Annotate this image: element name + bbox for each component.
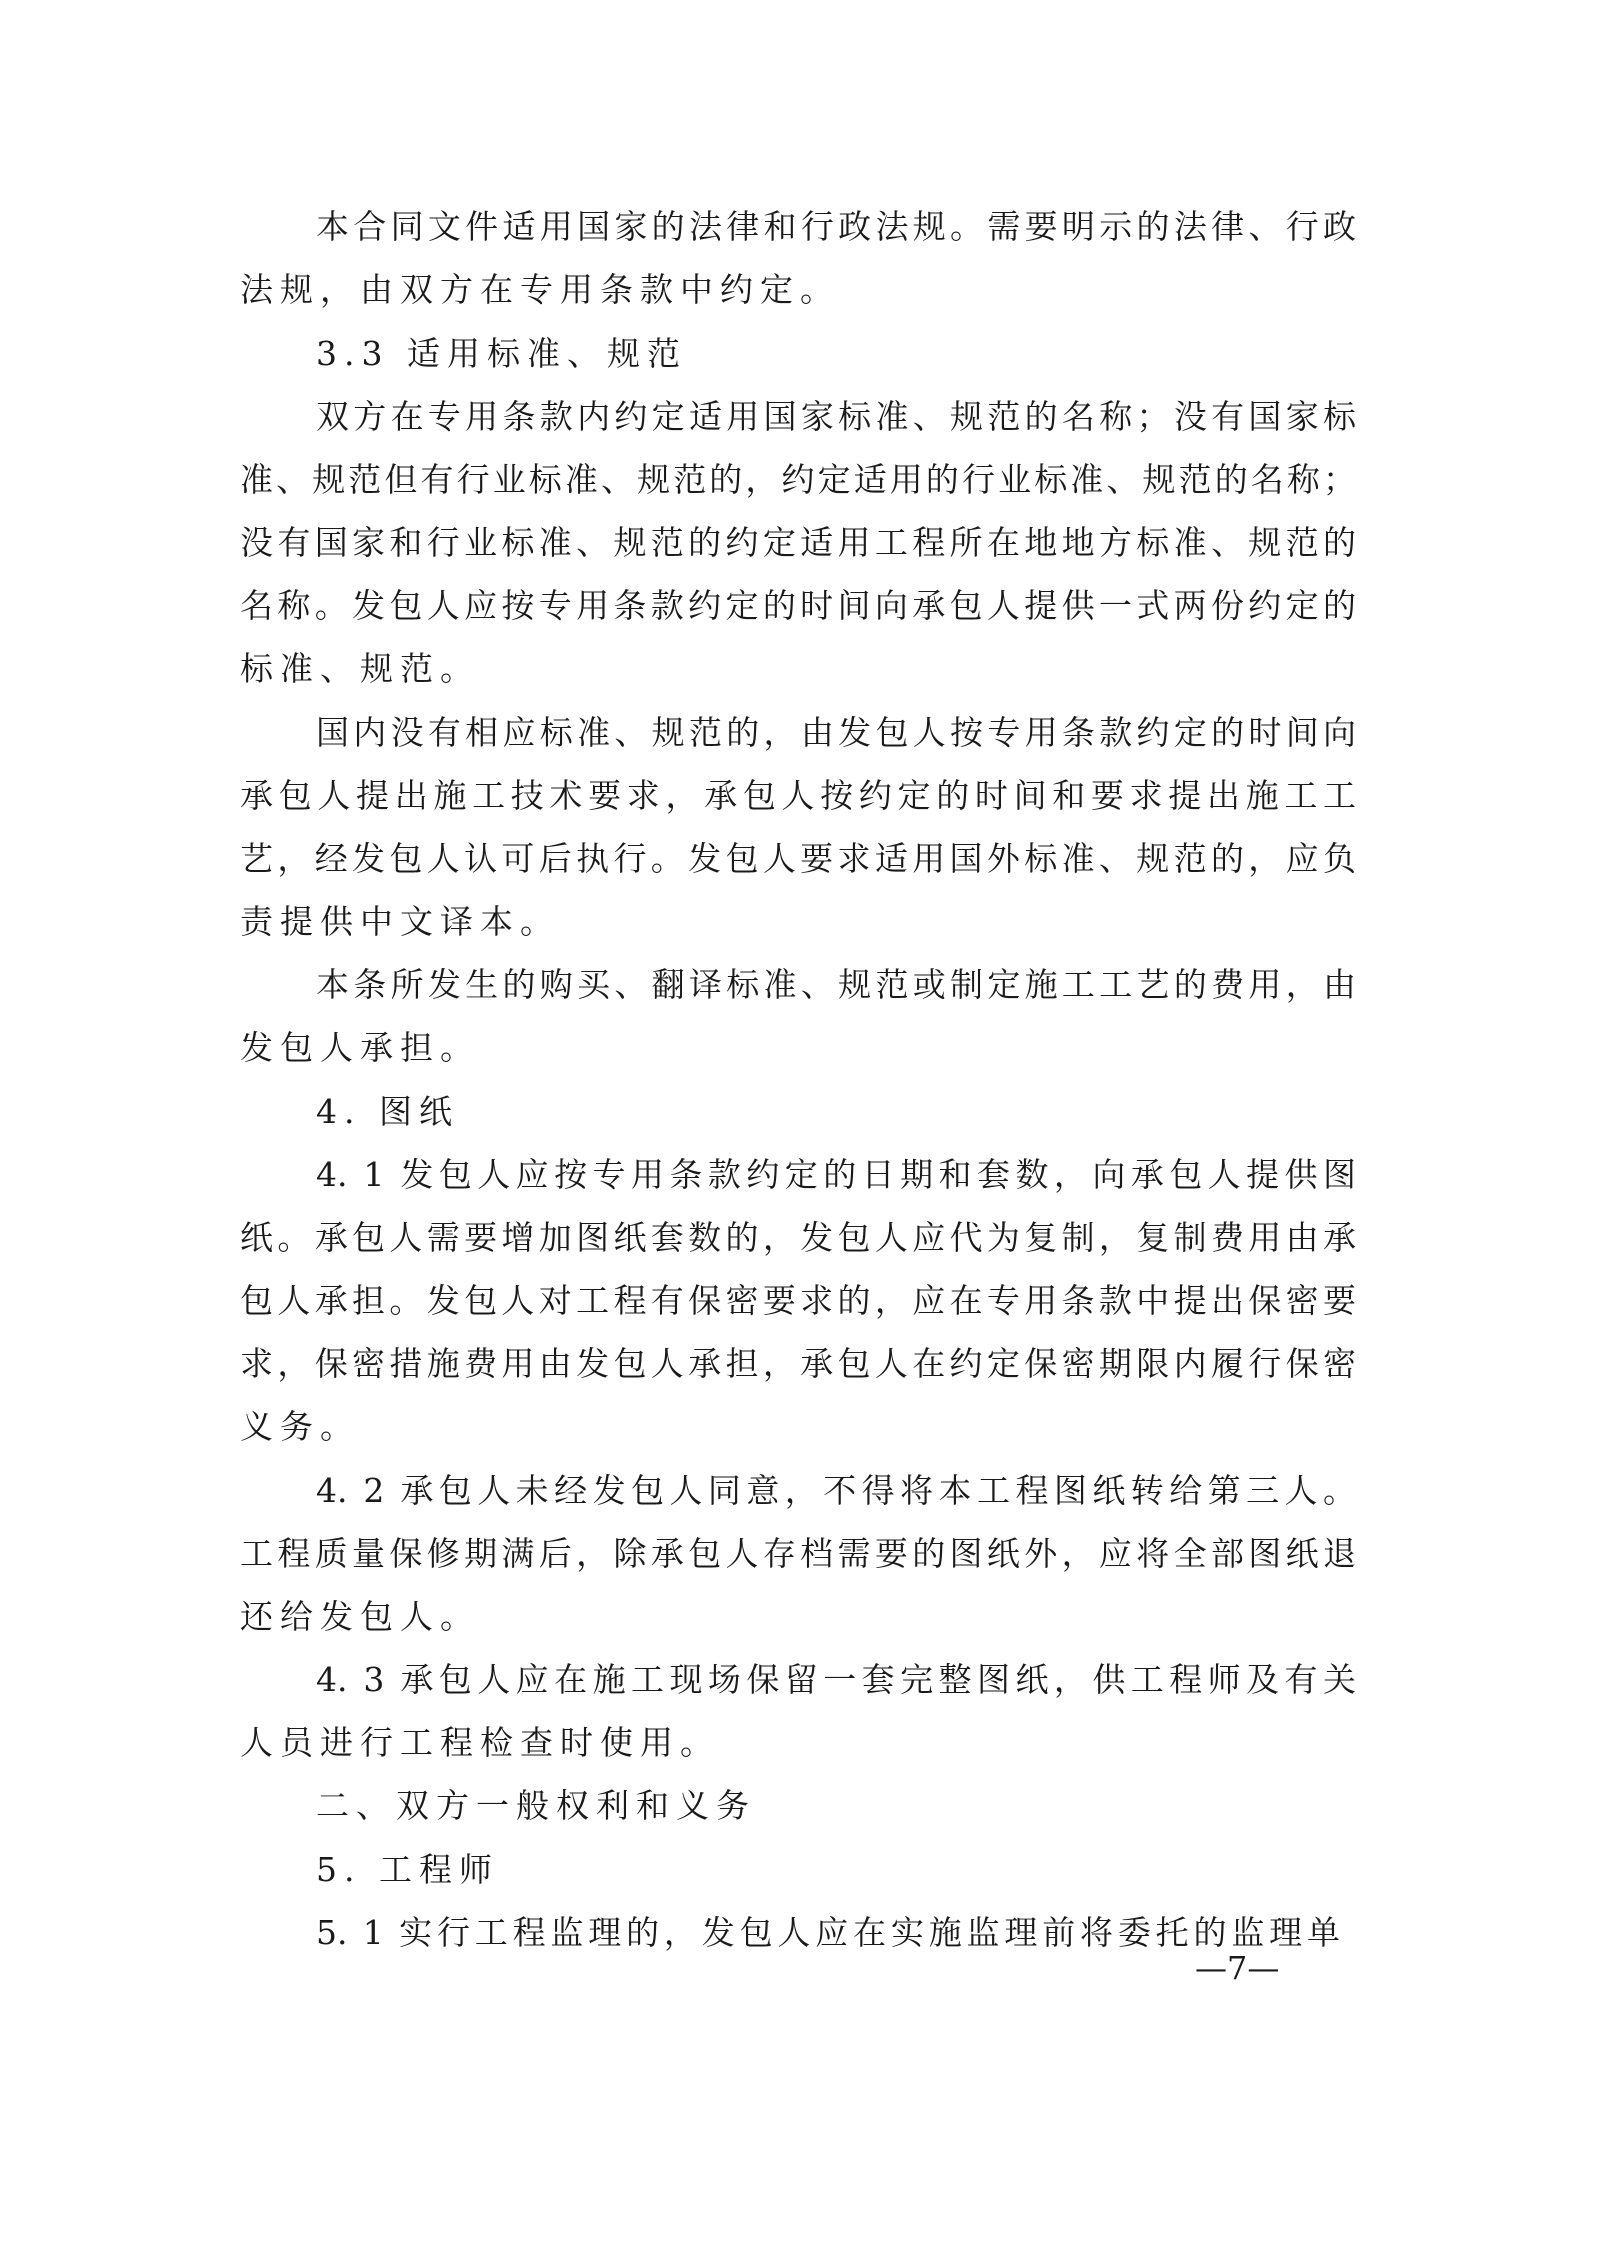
- text-line: 发包人承担。: [240, 1028, 480, 1067]
- section-heading: 5. 工程师: [316, 1850, 499, 1889]
- section-heading: 4. 图纸: [316, 1092, 459, 1131]
- text-line: 标准、规范。: [240, 649, 480, 688]
- text-line: 还给发包人。: [240, 1597, 480, 1636]
- text-line: 4. 3 承包人应在施工现场保留一套完整图纸，供工程师及有关: [316, 1660, 1356, 1699]
- text-line: 艺，经发包人认可后执行。发包人要求适用国外标准、规范的，应负: [240, 839, 1356, 878]
- section-heading: 3.3 适用标准、规范: [316, 334, 687, 373]
- text-line: 国内没有相应标准、规范的，由发包人按专用条款约定的时间向: [316, 713, 1356, 752]
- text-line: 工程质量保修期满后，除承包人存档需要的图纸外，应将全部图纸退: [240, 1534, 1356, 1573]
- text-line: 名称。发包人应按专用条款约定的时间向承包人提供一式两份约定的: [240, 586, 1356, 625]
- text-line: 4. 1 发包人应按专用条款约定的日期和套数，向承包人提供图: [316, 1155, 1356, 1194]
- text-line: 本条所发生的购买、翻译标准、规范或制定施工工艺的费用，由: [316, 965, 1356, 1004]
- text-line: 4. 2 承包人未经发包人同意，不得将本工程图纸转给第三人。: [316, 1471, 1356, 1510]
- text-line: 包人承担。发包人对工程有保密要求的，应在专用条款中提出保密要: [240, 1281, 1356, 1320]
- section-heading: 二、双方一般权利和义务: [316, 1786, 756, 1825]
- text-line: 准、规范但有行业标准、规范的，约定适用的行业标准、规范的名称；: [240, 460, 1356, 499]
- text-line: 人员进行工程检查时使用。: [240, 1723, 720, 1762]
- text-line: 承包人提出施工技术要求，承包人按约定的时间和要求提出施工工: [240, 776, 1356, 815]
- text-line: 5. 1 实行工程监理的，发包人应在实施监理前将委托的监理单: [316, 1913, 1340, 1952]
- text-line: 双方在专用条款内约定适用国家标准、规范的名称；没有国家标: [316, 397, 1356, 436]
- text-line: 纸。承包人需要增加图纸套数的，发包人应代为复制，复制费用由承: [240, 1218, 1356, 1257]
- text-line: 责提供中文译本。: [240, 902, 560, 941]
- text-line: 义务。: [240, 1407, 360, 1446]
- page-number: —7—: [1195, 1949, 1280, 1987]
- text-line: 求，保密措施费用由发包人承担，承包人在约定保密期限内履行保密: [240, 1344, 1356, 1383]
- text-line: 法规，由双方在专用条款中约定。: [240, 270, 840, 309]
- text-line: 没有国家和行业标准、规范的约定适用工程所在地地方标准、规范的: [240, 523, 1356, 562]
- text-line: 本合同文件适用国家的法律和行政法规。需要明示的法律、行政: [316, 207, 1356, 246]
